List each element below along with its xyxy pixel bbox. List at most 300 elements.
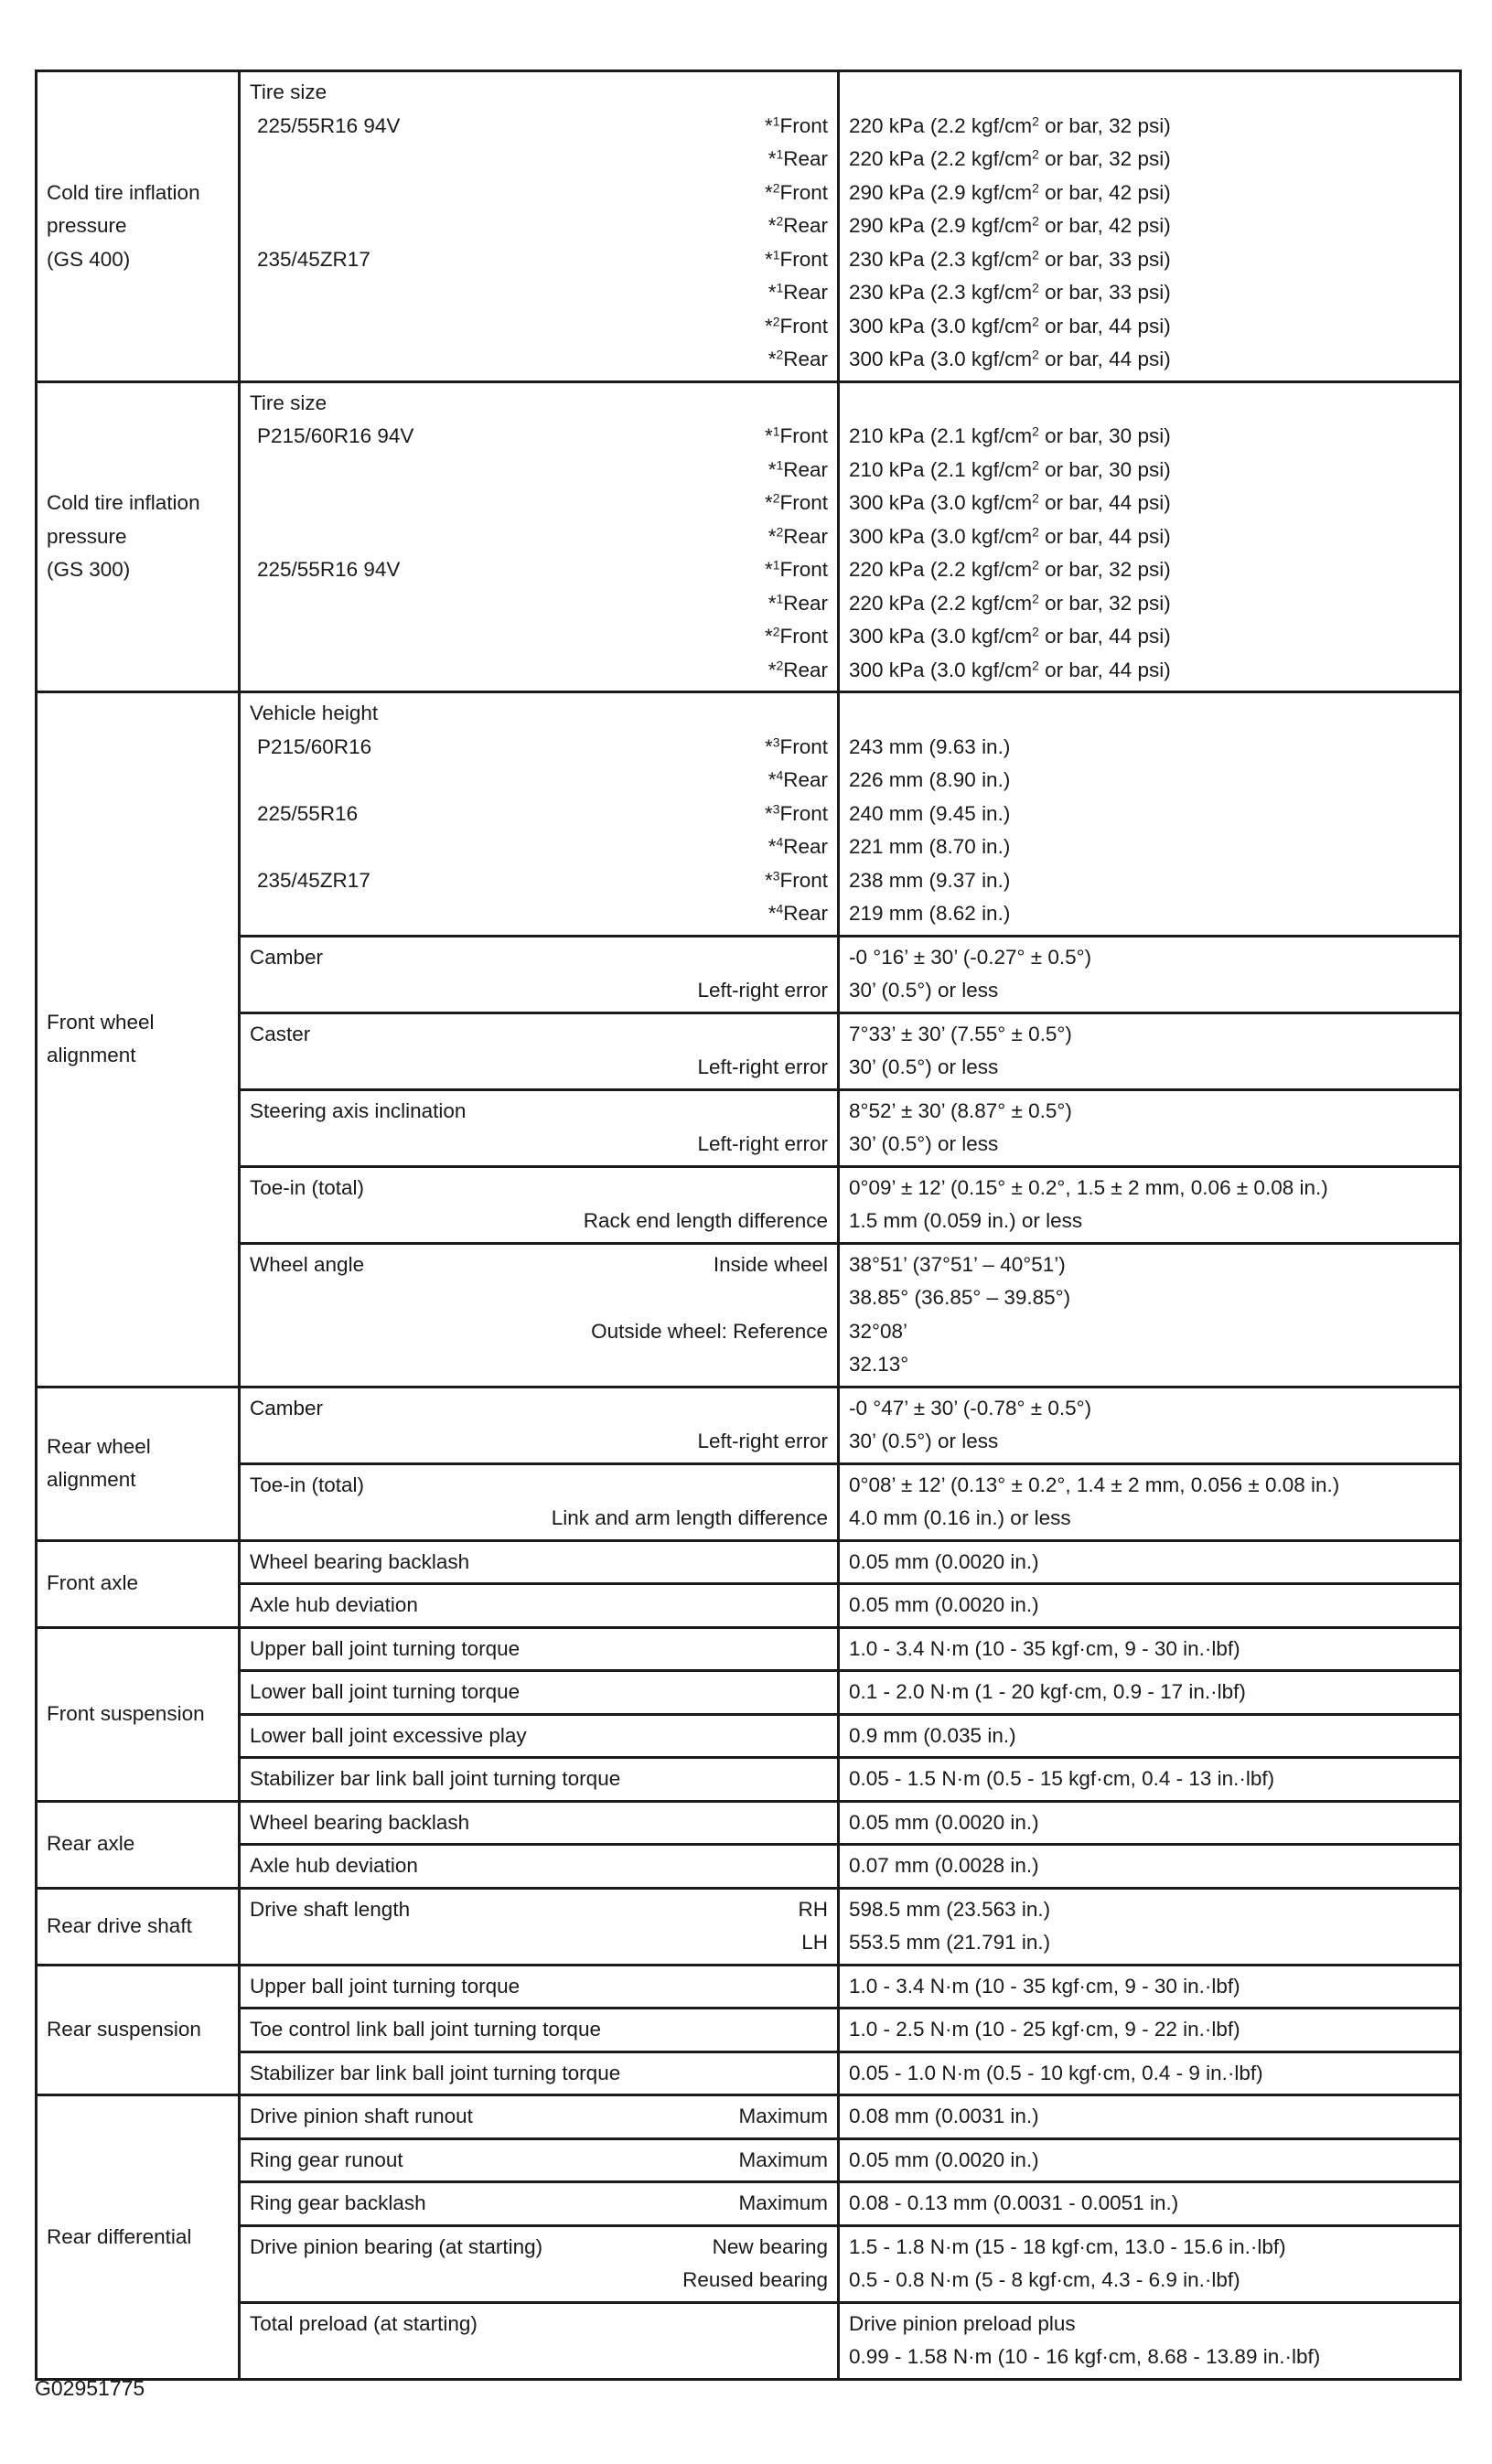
spec-text: Front <box>779 868 828 892</box>
fwa-toe-values <box>839 1166 1461 1243</box>
fwa-sai-values <box>839 1089 1461 1166</box>
spec-value: 0.05 mm (0.0020 in.) <box>839 2138 1461 2182</box>
spec-text: Upper ball joint turning torque <box>240 1965 839 2009</box>
table-row <box>37 1845 1461 1889</box>
pressure-value <box>849 310 1450 344</box>
spec-text <box>240 2182 839 2226</box>
gs300-items <box>240 381 839 692</box>
marker: *$^1$Front <box>764 423 828 447</box>
height-value: 226 mm (8.90 in.) <box>849 768 1011 791</box>
fwa-camber-values <box>839 936 1461 1012</box>
spec-text: Drive pinion bearing (at starting) <box>250 2234 543 2258</box>
spec-text: 4.0 mm (0.16 in.) or less <box>849 1506 1071 1529</box>
section-front-wheel-alignment <box>37 692 240 1387</box>
spec-text <box>250 798 828 831</box>
spec-text: Rear <box>783 658 828 681</box>
gs300-tire-size-label: Tire size <box>250 391 327 414</box>
superscript: 1 <box>776 456 784 472</box>
section-rear-wheel-alignment <box>37 1387 240 1540</box>
spec-text: Front <box>779 625 828 648</box>
spec-text: Rear <box>783 768 828 791</box>
superscript: 2 <box>776 657 784 672</box>
pressure-value <box>849 520 1450 554</box>
spec-text: or bar, 33 psi) <box>1038 281 1171 304</box>
pressure-value <box>849 110 1450 144</box>
spec-text: Cold tire inflation pressure (GS 400) <box>47 180 200 271</box>
spec-text: 300 kPa (3.0 kgf/cm <box>849 348 1033 370</box>
tire-size: P215/60R16 94V <box>257 424 414 447</box>
spec-value: 0.05 - 1.5 N·m (0.5 - 15 kgf·cm, 0.4 - 13 in.·lbf) <box>839 1758 1461 1802</box>
pressure-value <box>849 487 1450 520</box>
section-front-axle: Front axle <box>37 1540 240 1627</box>
spec-text: 30’ (0.5°) or less <box>849 979 999 1002</box>
vehicle-height-label: Vehicle height <box>250 702 379 724</box>
spec-text: Front <box>779 247 828 271</box>
spec-value: 0.1 - 2.0 N·m (1 - 20 kgf·cm, 0.9 - 17 in.·lbf) <box>839 1671 1461 1715</box>
spec-text: Front <box>779 734 828 758</box>
pressure-value <box>849 209 1450 243</box>
spec-text: Rear <box>783 902 828 925</box>
spec-text: 210 kPa (2.1 kgf/cm <box>849 457 1033 481</box>
gs400-tire-size-label: Tire size <box>250 80 327 103</box>
fwa-toe-row <box>37 1166 1461 1243</box>
spec-value: 0.9 mm (0.035 in.) <box>839 1714 1461 1758</box>
spec-text: Wheel bearing backlash <box>240 1801 839 1845</box>
table-row <box>37 1758 1461 1802</box>
fwa-caster-items <box>240 1012 839 1089</box>
rwa-toe-items <box>240 1463 839 1540</box>
spec-value: 0.05 - 1.0 N·m (0.5 - 10 kgf·cm, 0.4 - 9 in.·lbf) <box>839 2052 1461 2095</box>
spec-text: 230 kPa (2.3 kgf/cm <box>849 247 1033 271</box>
gs400-row <box>37 71 1461 382</box>
spec-text: Rear <box>783 457 828 481</box>
table-row <box>37 1888 1461 1965</box>
spec-text: Stabilizer bar link ball joint turning torque <box>240 1758 839 1802</box>
tire-size: P215/60R16 <box>257 734 372 758</box>
spec-text: Rear <box>783 835 828 858</box>
spec-text: Rear <box>783 281 828 304</box>
spec-text: Outside wheel: Reference <box>591 1319 828 1343</box>
fwa-sai-items <box>240 1089 839 1166</box>
spec-text: or bar, 32 psi) <box>1038 147 1171 170</box>
table-row <box>37 1627 1461 1671</box>
pressure-value <box>849 276 1450 310</box>
spec-text: Front wheel alignment <box>47 1010 155 1067</box>
pressure-value <box>849 243 1450 277</box>
superscript: 2 <box>772 624 780 639</box>
superscript: 2 <box>776 523 784 539</box>
gs300-values <box>839 381 1461 692</box>
spec-text: 230 kPa (2.3 kgf/cm <box>849 281 1033 304</box>
spec-text: Stabilizer bar link ball joint turning torque <box>240 2052 839 2095</box>
spec-text <box>250 243 828 277</box>
marker: *$^2$Front <box>764 490 828 514</box>
marker: *$^4$Rear <box>767 767 828 791</box>
spec-text: 290 kPa (2.9 kgf/cm <box>849 180 1033 204</box>
spec-text: Rack end length difference <box>583 1209 828 1232</box>
vehicle-height-row <box>37 692 1461 937</box>
spec-text: 220 kPa (2.2 kgf/cm <box>849 147 1033 170</box>
spec-text: Camber <box>250 945 324 969</box>
table-row <box>37 1965 1461 2009</box>
spec-text: RH <box>798 1897 828 1921</box>
superscript: 2 <box>1032 213 1039 229</box>
spec-text: or bar, 44 psi) <box>1038 314 1171 337</box>
superscript: 4 <box>776 767 784 783</box>
marker: *$^2$Rear <box>767 213 828 237</box>
gs400-values <box>839 71 1461 382</box>
spec-text <box>240 1888 839 1965</box>
spec-text <box>250 1893 828 1927</box>
spec-text: or bar, 44 psi) <box>1038 491 1171 514</box>
table-row <box>37 1801 1461 1845</box>
marker: *$^3$Front <box>764 800 828 825</box>
spec-text: 8°52’ ± 30’ (8.87° ± 0.5°) <box>849 1098 1072 1122</box>
spec-text: 32.13° <box>849 1353 909 1376</box>
marker: *$^2$Rear <box>767 657 828 681</box>
pressure-value <box>849 420 1450 454</box>
spec-text: Toe control link ball joint turning torque <box>240 2009 839 2052</box>
spec-value: 0.08 - 0.13 mm (0.0031 - 0.0051 in.) <box>839 2182 1461 2226</box>
spec-text <box>250 1281 828 1315</box>
table-row <box>37 2052 1461 2095</box>
spec-text: Lower ball joint turning torque <box>240 1671 839 1715</box>
spec-text: or bar, 42 psi) <box>1038 214 1171 237</box>
superscript: 1 <box>776 146 784 162</box>
superscript: 2 <box>1032 557 1039 573</box>
superscript: 2 <box>1032 112 1039 128</box>
spec-text: Front <box>779 558 828 581</box>
spec-text: or bar, 44 psi) <box>1038 658 1171 681</box>
rwa-camber-items <box>240 1387 839 1463</box>
spec-text: Upper ball joint turning torque <box>240 1627 839 1671</box>
spec-value: 1.0 - 3.4 N·m (10 - 35 kgf·cm, 9 - 30 in.·lbf) <box>839 1965 1461 2009</box>
marker: *$^1$Rear <box>767 590 828 615</box>
spec-text: Maximum <box>738 2148 828 2171</box>
section-gs400 <box>37 71 240 382</box>
superscript: 2 <box>1032 179 1039 195</box>
superscript: 1 <box>776 590 784 605</box>
section-front-suspension: Front suspension <box>37 1627 240 1801</box>
spec-text: -0 °16’ ± 30’ (-0.27° ± 0.5°) <box>849 945 1092 969</box>
superscript: 2 <box>1032 523 1039 539</box>
superscript: 2 <box>1032 624 1039 639</box>
superscript: 3 <box>772 734 780 749</box>
spec-text: 38.85° (36.85° – 39.85°) <box>849 1286 1071 1309</box>
spec-text: 7°33’ ± 30’ (7.55° ± 0.5°) <box>849 1022 1072 1045</box>
fwa-sai-row <box>37 1089 1461 1166</box>
marker: *$^1$Front <box>764 557 828 581</box>
tire-size: 225/55R16 <box>257 801 359 825</box>
spec-text: Rear <box>783 214 828 237</box>
spec-text: Maximum <box>738 2105 828 2127</box>
pressure-value <box>849 454 1450 487</box>
superscript: 2 <box>772 179 780 195</box>
superscript: 2 <box>1032 146 1039 162</box>
table-row <box>37 1540 1461 1584</box>
spec-text: Camber <box>250 1396 324 1419</box>
superscript: 2 <box>1032 347 1039 362</box>
fwa-wheel-angle-values <box>839 1243 1461 1387</box>
fwa-caster-row <box>37 1012 1461 1089</box>
spec-text <box>250 110 828 144</box>
spec-text: 0°09’ ± 12’ (0.15° ± 0.2°, 1.5 ± 2 mm, 0.06 ± 0.08 in.) <box>849 1175 1328 1199</box>
spec-value <box>839 1888 1461 1965</box>
spec-text: Drive shaft length <box>250 1897 411 1921</box>
spec-text: 220 kPa (2.2 kgf/cm <box>849 113 1033 137</box>
spec-text <box>250 731 828 765</box>
spec-text: Rear <box>783 524 828 548</box>
spec-text: 220 kPa (2.2 kgf/cm <box>849 591 1033 615</box>
height-value: 238 mm (9.37 in.) <box>849 868 1011 892</box>
table-row <box>37 1714 1461 1758</box>
tire-size: 235/45ZR17 <box>257 868 370 892</box>
spec-text: Rear <box>783 147 828 170</box>
marker: *$^2$Rear <box>767 523 828 548</box>
marker: *$^1$Rear <box>767 456 828 481</box>
marker: *$^4$Rear <box>767 834 828 858</box>
marker: *$^1$Front <box>764 246 828 271</box>
superscript: 2 <box>1032 313 1039 328</box>
figure-id: G02951775 <box>35 2376 145 2400</box>
spec-text: Rear <box>783 591 828 615</box>
pressure-value <box>849 177 1450 210</box>
superscript: 3 <box>772 867 780 883</box>
spec-text: or bar, 44 psi) <box>1038 348 1171 370</box>
spec-text: or bar, 33 psi) <box>1038 247 1171 271</box>
gs300-row <box>37 381 1461 692</box>
superscript: 2 <box>1032 246 1039 262</box>
tire-size: 225/55R16 94V <box>257 558 401 581</box>
fwa-wheel-angle-row <box>37 1243 1461 1387</box>
superscript: 2 <box>776 213 784 229</box>
spec-text: Total preload (at starting) <box>250 2311 478 2335</box>
spec-text: 30’ (0.5°) or less <box>849 1430 999 1452</box>
spec-text: 0.99 - 1.58 N·m (10 - 16 kgf·cm, 8.68 - 13.89 in.·lbf) <box>849 2345 1321 2368</box>
spec-value: 1.0 - 3.4 N·m (10 - 35 kgf·cm, 9 - 30 in.·lbf) <box>839 1627 1461 1671</box>
spec-text: Drive pinion preload plus <box>849 2311 1076 2335</box>
marker: *$^2$Front <box>764 179 828 204</box>
spec-text: or bar, 30 psi) <box>1038 424 1171 447</box>
spec-value <box>839 2225 1461 2302</box>
spec-text <box>250 553 828 587</box>
spec-text: Axle hub deviation <box>240 1845 839 1889</box>
pressure-value <box>849 553 1450 587</box>
spec-text: -0 °47’ ± 30’ (-0.78° ± 0.5°) <box>849 1396 1092 1419</box>
spec-text <box>849 697 1450 731</box>
spec-text <box>849 387 1450 421</box>
spec-text: 290 kPa (2.9 kgf/cm <box>849 214 1033 237</box>
tire-size: 235/45ZR17 <box>257 247 370 271</box>
spec-text: Left-right error <box>697 1430 828 1452</box>
spec-text: 300 kPa (3.0 kgf/cm <box>849 625 1033 648</box>
spec-text: Caster <box>250 1022 311 1045</box>
superscript: 2 <box>1032 280 1039 295</box>
vehicle-height-values <box>839 692 1461 937</box>
table-row <box>37 2182 1461 2226</box>
spec-text: 32°08’ <box>849 1319 908 1343</box>
spec-text: or bar, 44 psi) <box>1038 625 1171 648</box>
table-row <box>37 2009 1461 2052</box>
marker: *$^1$Front <box>764 112 828 137</box>
spec-text: Front <box>779 424 828 447</box>
spec-value: 0.08 mm (0.0031 in.) <box>839 2095 1461 2139</box>
spec-text <box>250 1348 828 1382</box>
spec-text: Drive pinion shaft runout <box>250 2105 473 2127</box>
spec-text: Front <box>779 801 828 825</box>
spec-value: 0.07 mm (0.0028 in.) <box>839 1845 1461 1889</box>
spec-text: 210 kPa (2.1 kgf/cm <box>849 424 1033 447</box>
spec-text: Inside wheel <box>713 1252 828 1276</box>
spec-text: Left-right error <box>697 1132 828 1155</box>
table-row <box>37 2095 1461 2139</box>
spec-text <box>250 864 828 898</box>
spec-text: 300 kPa (3.0 kgf/cm <box>849 491 1033 514</box>
spec-text: Front <box>779 491 828 514</box>
spec-text: New bearing <box>712 2234 828 2258</box>
spec-text: Reused bearing <box>682 2268 828 2291</box>
superscript: 2 <box>1032 590 1039 605</box>
spec-text: Front <box>779 113 828 137</box>
spec-text: Maximum <box>738 2191 828 2214</box>
pressure-value <box>849 343 1450 377</box>
spec-text <box>240 2225 839 2302</box>
spec-text <box>250 1248 828 1282</box>
table-row <box>37 1584 1461 1628</box>
spec-text: 30’ (0.5°) or less <box>849 1132 999 1155</box>
superscript: 4 <box>776 834 784 850</box>
superscript: 2 <box>776 347 784 362</box>
vehicle-height-items <box>240 692 839 937</box>
section-rear-axle: Rear axle <box>37 1801 240 1888</box>
spec-text: Left-right error <box>697 1055 828 1078</box>
spec-text <box>250 420 828 454</box>
section-rear-differential: Rear differential <box>37 2095 240 2380</box>
spec-value: 0.05 mm (0.0020 in.) <box>839 1540 1461 1584</box>
superscript: 1 <box>776 280 784 295</box>
rwa-camber-row <box>37 1387 1461 1463</box>
spec-text: 598.5 mm (23.563 in.) <box>849 1897 1051 1921</box>
spec-text: Toe-in (total) <box>250 1473 365 1496</box>
spec-text: 0°08’ ± 12’ (0.13° ± 0.2°, 1.4 ± 2 mm, 0.056 ± 0.08 in.) <box>849 1473 1340 1496</box>
table-row <box>37 1671 1461 1715</box>
pressure-value <box>849 620 1450 654</box>
spec-text <box>849 76 1450 110</box>
superscript: 1 <box>772 246 780 262</box>
pressure-value <box>849 654 1450 688</box>
height-value: 221 mm (8.70 in.) <box>849 835 1011 858</box>
fwa-toe-items <box>240 1166 839 1243</box>
gs400-items <box>240 71 839 382</box>
superscript: 2 <box>1032 657 1039 672</box>
superscript: 2 <box>1032 490 1039 506</box>
spec-text: or bar, 30 psi) <box>1038 457 1171 481</box>
height-value: 219 mm (8.62 in.) <box>849 902 1011 925</box>
table-row <box>37 2138 1461 2182</box>
superscript: 1 <box>772 557 780 573</box>
rwa-toe-values <box>839 1463 1461 1540</box>
spec-text: Axle hub deviation <box>240 1584 839 1628</box>
fwa-camber-items <box>240 936 839 1012</box>
fwa-camber-row <box>37 936 1461 1012</box>
superscript: 1 <box>772 423 780 439</box>
spec-text: 300 kPa (3.0 kgf/cm <box>849 524 1033 548</box>
spec-text: 300 kPa (3.0 kgf/cm <box>849 658 1033 681</box>
spec-text: Front <box>779 314 828 337</box>
superscript: 2 <box>772 313 780 328</box>
superscript: 2 <box>1032 423 1039 439</box>
spec-text: or bar, 32 psi) <box>1038 558 1171 581</box>
marker: *$^2$Front <box>764 624 828 648</box>
marker: *$^3$Front <box>764 867 828 892</box>
spec-table <box>35 70 1462 2381</box>
spec-text <box>240 2095 839 2139</box>
spec-text: 553.5 mm (21.791 in.) <box>849 1931 1051 1954</box>
height-value: 240 mm (9.45 in.) <box>849 801 1011 825</box>
spec-text: Cold tire inflation pressure (GS 300) <box>47 491 200 581</box>
spec-text: Ring gear backlash <box>250 2191 426 2214</box>
pressure-value <box>849 143 1450 177</box>
section-gs300 <box>37 381 240 692</box>
spec-text: 1.5 - 1.8 N·m (15 - 18 kgf·cm, 13.0 - 15.6 in.·lbf) <box>849 2234 1286 2258</box>
spec-text: Front <box>779 180 828 204</box>
spec-text: 30’ (0.5°) or less <box>849 1055 999 1078</box>
spec-text: 1.5 mm (0.059 in.) or less <box>849 1209 1083 1232</box>
spec-text <box>250 2144 828 2178</box>
spec-text: Wheel bearing backlash <box>240 1540 839 1584</box>
rwa-camber-values <box>839 1387 1461 1463</box>
section-rear-drive-shaft: Rear drive shaft <box>37 1888 240 1965</box>
spec-text: 38°51’ (37°51’ – 40°51’) <box>849 1252 1066 1276</box>
spec-value <box>839 2302 1461 2379</box>
spec-text: 0.5 - 0.8 N·m (5 - 8 kgf·cm, 4.3 - 6.9 in.·lbf) <box>849 2268 1240 2291</box>
spec-text: or bar, 42 psi) <box>1038 180 1171 204</box>
table-row <box>37 2225 1461 2302</box>
superscript: 2 <box>772 490 780 506</box>
spec-text <box>250 2100 828 2134</box>
spec-text: Left-right error <box>697 979 828 1002</box>
fwa-caster-values <box>839 1012 1461 1089</box>
marker: *$^1$Rear <box>767 280 828 304</box>
fwa-wheel-angle-items <box>240 1243 839 1387</box>
tire-size: 225/55R16 94V <box>257 113 401 137</box>
spec-text: Ring gear runout <box>250 2148 403 2171</box>
spec-text <box>250 2187 828 2221</box>
spec-text: or bar, 32 psi) <box>1038 113 1171 137</box>
spec-value: 0.05 mm (0.0020 in.) <box>839 1801 1461 1845</box>
spec-text: Rear <box>783 348 828 370</box>
spec-text: Rear wheel alignment <box>47 1434 151 1491</box>
superscript: 4 <box>776 901 784 916</box>
spec-text: Toe-in (total) <box>250 1175 365 1199</box>
superscript: 1 <box>772 112 780 128</box>
spec-text: Link and arm length difference <box>551 1506 828 1529</box>
section-rear-suspension: Rear suspension <box>37 1965 240 2095</box>
spec-value: 1.0 - 2.5 N·m (10 - 25 kgf·cm, 9 - 22 in.·lbf) <box>839 2009 1461 2052</box>
pressure-value <box>849 587 1450 621</box>
spec-text: Lower ball joint excessive play <box>240 1714 839 1758</box>
spec-text: Steering axis inclination <box>250 1098 467 1122</box>
spec-value: 0.05 mm (0.0020 in.) <box>839 1584 1461 1628</box>
spec-text: or bar, 32 psi) <box>1038 591 1171 615</box>
spec-text: 300 kPa (3.0 kgf/cm <box>849 314 1033 337</box>
marker: *$^4$Rear <box>767 901 828 925</box>
spec-text <box>250 2231 828 2265</box>
spec-text <box>240 2138 839 2182</box>
spec-text: LH <box>801 1931 828 1954</box>
rwa-toe-row <box>37 1463 1461 1540</box>
marker: *$^3$Front <box>764 734 828 758</box>
